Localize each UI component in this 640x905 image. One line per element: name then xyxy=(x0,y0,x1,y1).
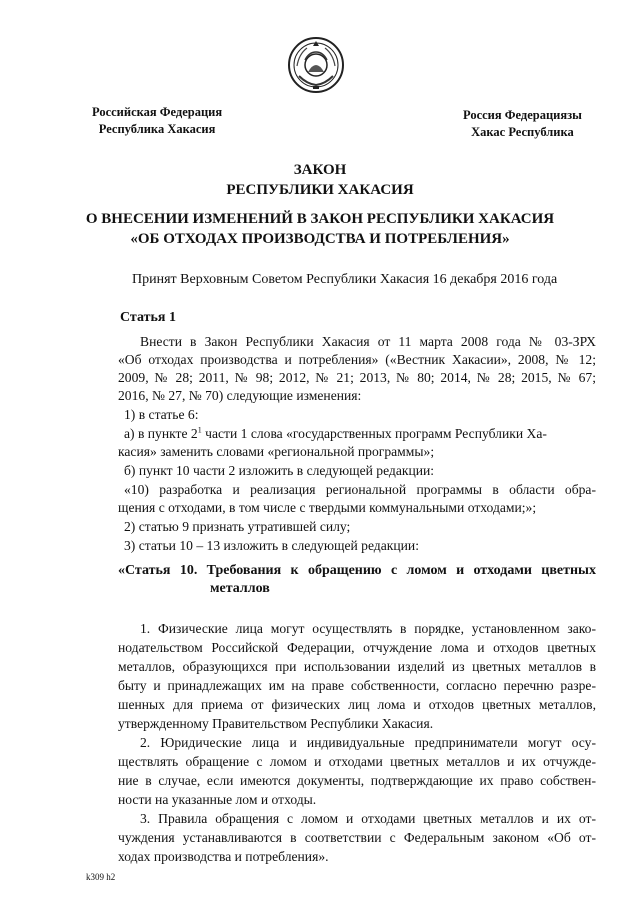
article-1-line-part: части 1 слова «государственных программ Республики Ха- xyxy=(201,426,547,441)
article-1-line: 1) в статье 6: xyxy=(124,407,199,422)
paragraph-line: чуждения устанавливаются в соответствии с Федеральным законом «Об от- xyxy=(118,830,596,845)
law-subtitle-line2: «ОБ ОТХОДАХ ПРОИЗВОДСТВА И ПОТРЕБЛЕНИЯ» xyxy=(130,231,510,247)
article-1-line: «10) разработка и реализация региональной программы в области обра- xyxy=(124,482,596,497)
article-10-heading-line1: «Статья 10. Требования к обращению с ломом и отходами цветных xyxy=(118,563,596,578)
paragraph-line: ности на указанные лом и отходы. xyxy=(118,792,317,807)
article-10-heading xyxy=(118,562,596,598)
law-title-line1: ЗАКОН xyxy=(293,162,347,178)
paragraph-line: металлов, образующихся при использовании изделий из цветных металлов в xyxy=(118,659,596,674)
paragraph-line: ходах производства и потребления». xyxy=(118,849,329,864)
paragraph-line: 1. Физические лица могут осуществлять в порядке, установленном зако- xyxy=(140,621,596,636)
law-title-line2: РЕСПУБЛИКИ ХАКАСИЯ xyxy=(226,182,414,198)
article-1-line: касия» заменить словами «региональной программы»; xyxy=(118,444,435,459)
article-1-line: «Об отходах производства и потребления» («Вестник Хакасии», 2008, № 12; xyxy=(118,352,596,367)
article-1-line xyxy=(124,425,596,443)
paragraph-line: 3. Правила обращения с ломом и отходами цветных металлов и их от- xyxy=(140,811,596,826)
article-1-line: 2016, № 27, № 70) следующие изменения: xyxy=(118,388,362,403)
header-left xyxy=(92,104,222,138)
article-1-line: 2009, № 28; 2011, № 98; 2012, № 21; 2013, № 80; 2014, № 28; 2015, № 67; xyxy=(118,370,596,385)
article-1-heading: Статья 1 xyxy=(120,310,176,325)
header-left-line2: Республика Хакасия xyxy=(98,122,216,136)
article-1-line: б) пункт 10 части 2 изложить в следующей редакции: xyxy=(124,463,435,478)
coat-of-arms-emblem xyxy=(287,36,345,94)
header-right-line2: Хакас Республика xyxy=(471,125,574,139)
superscript: 1 xyxy=(197,425,202,435)
article-1-line-part: а) в пункте 2 xyxy=(124,426,198,441)
paragraph-line: нодательством Российской Федерации, отчуждение лома и отходов цветных xyxy=(118,640,596,655)
paragraph-line: ществлять обращение с ломом и отходами цветных металлов и их отчужде- xyxy=(118,754,596,769)
article-10-heading-line2: металлов xyxy=(210,581,270,596)
law-title xyxy=(0,160,640,200)
article-1-line: щения с отходами, в том числе с твердыми коммунальными отходами;»; xyxy=(118,500,537,515)
law-subtitle xyxy=(0,209,640,249)
header-right-line1: Россия Федерациязы xyxy=(463,108,582,122)
document-code: k309 h2 xyxy=(86,872,116,882)
law-subtitle-line1: О ВНЕСЕНИИ ИЗМЕНЕНИЙ В ЗАКОН РЕСПУБЛИКИ ХАКАСИЯ xyxy=(85,211,555,227)
adoption-note: Принят Верховным Советом Республики Хакасия 16 декабря 2016 года xyxy=(132,272,558,287)
article-1-line: 3) статьи 10 – 13 изложить в следующей редакции: xyxy=(124,538,419,553)
paragraph-line: 2. Юридические лица и индивидуальные предприниматели могут осу- xyxy=(140,735,596,750)
paragraph-line: утвержденному Правительством Республики Хакасия. xyxy=(118,716,434,731)
paragraph-line: ние в случае, если имеются документы, подтверждающие их право собствен- xyxy=(118,773,596,788)
header-left-line1: Российская Федерация xyxy=(92,105,223,119)
article-1-line: 2) статью 9 признать утратившей силу; xyxy=(124,519,351,534)
header-right xyxy=(463,107,582,141)
paragraph-line: шенных для приема от физических лиц лома и отходов цветных металлов, xyxy=(118,697,596,712)
paragraph-line: быту и принадлежащих им на праве собственности, согласно перечню разре- xyxy=(118,678,596,693)
article-1-line: Внести в Закон Республики Хакасия от 11 марта 2008 года № 03-ЗРХ xyxy=(140,334,596,349)
